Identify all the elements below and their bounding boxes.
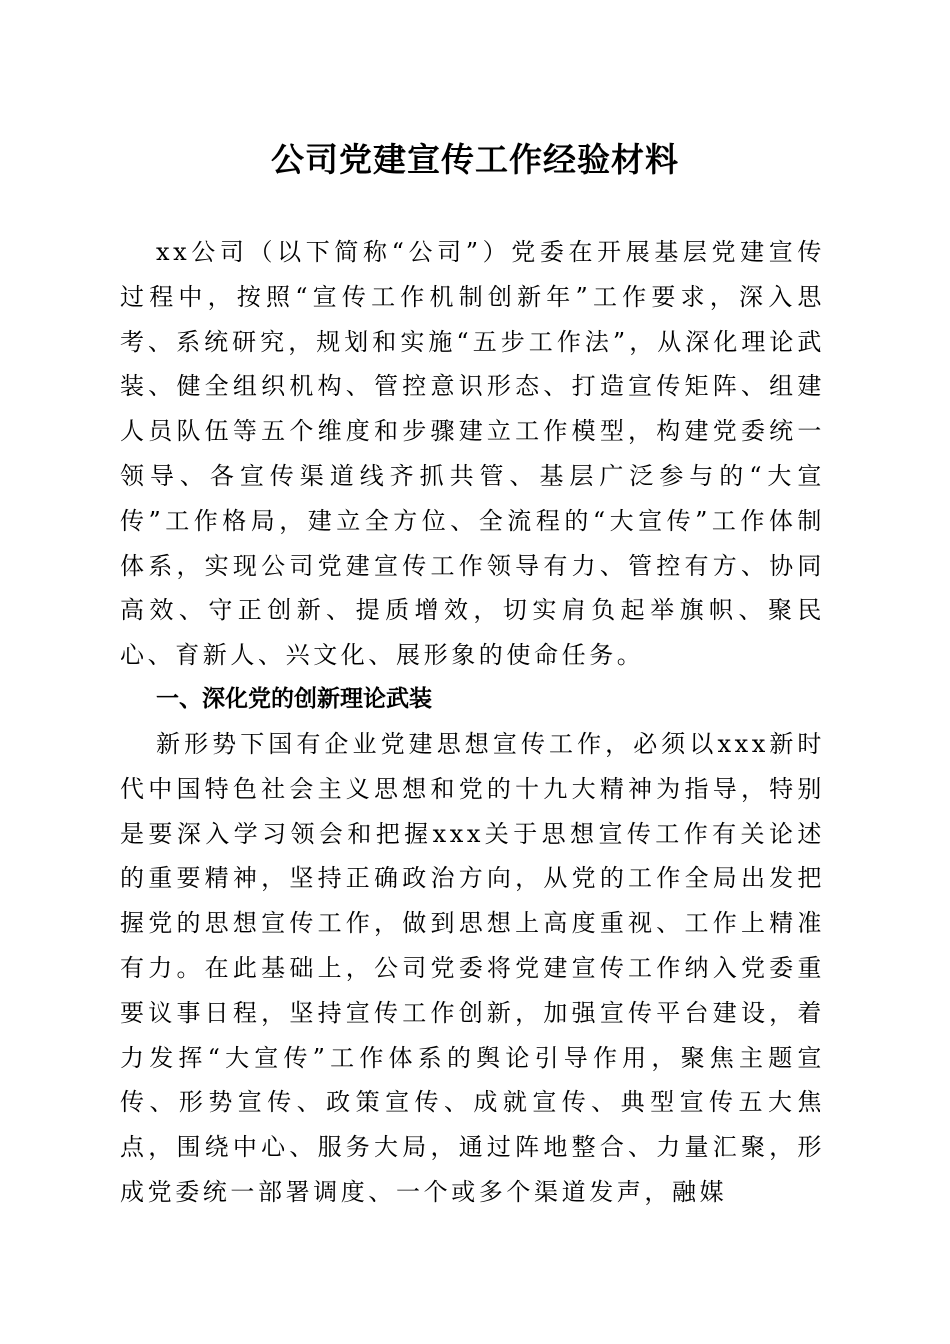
document-title: 公司党建宣传工作经验材料 [271,140,679,179]
intro-paragraph: xx公司（以下简称“公司”）党委在开展基层党建宣传过程中，按照“宣传工作机制创新年”工作要求，深入思考、系统研究，规划和实施“五步工作法”，从深化理论武装、健全组织机构、管控意识形态、打造宣传矩阵、组建人员队伍等五个维度和步骤建立工作模型，构建党委统一领导、各宣传渠道线齐抓共管、基层广泛参与的“大宣传”工作格局，建立全方位、全流程的“大宣传”工作体制体系，实现公司党建宣传工作领导有力、管控有方、协同高效、守正创新、提质增效，切实肩负起举旗帜、聚民心、育新人、兴文化、展形象的使命任务。 [120,238,825,670]
section-1-paragraph: 新形势下国有企业党建思想宣传工作，必须以xxx新时代中国特色社会主义思想和党的十九大精神为指导，特别是要深入学习领会和把握xxx关于思想宣传工作有关论述的重要精神，坚持正确政治方向，从党的工作全局出发把握党的思想宣传工作，做到思想上高度重视、工作上精准有力。在此基础上，公司党委将党建宣传工作纳入党委重要议事日程，坚持宣传工作创新，加强宣传平台建设，着力发挥“大宣传”工作体系的舆论引导作用，聚焦主题宣传、形势宣传、政策宣传、成就宣传、典型宣传五大焦点，围绕中心、服务大局，通过阵地整合、力量汇聚，形成党委统一部署调度、一个或多个渠道发声，融媒 [120,730,825,1206]
section-heading-1: 一、深化党的创新理论武装 [156,686,432,712]
